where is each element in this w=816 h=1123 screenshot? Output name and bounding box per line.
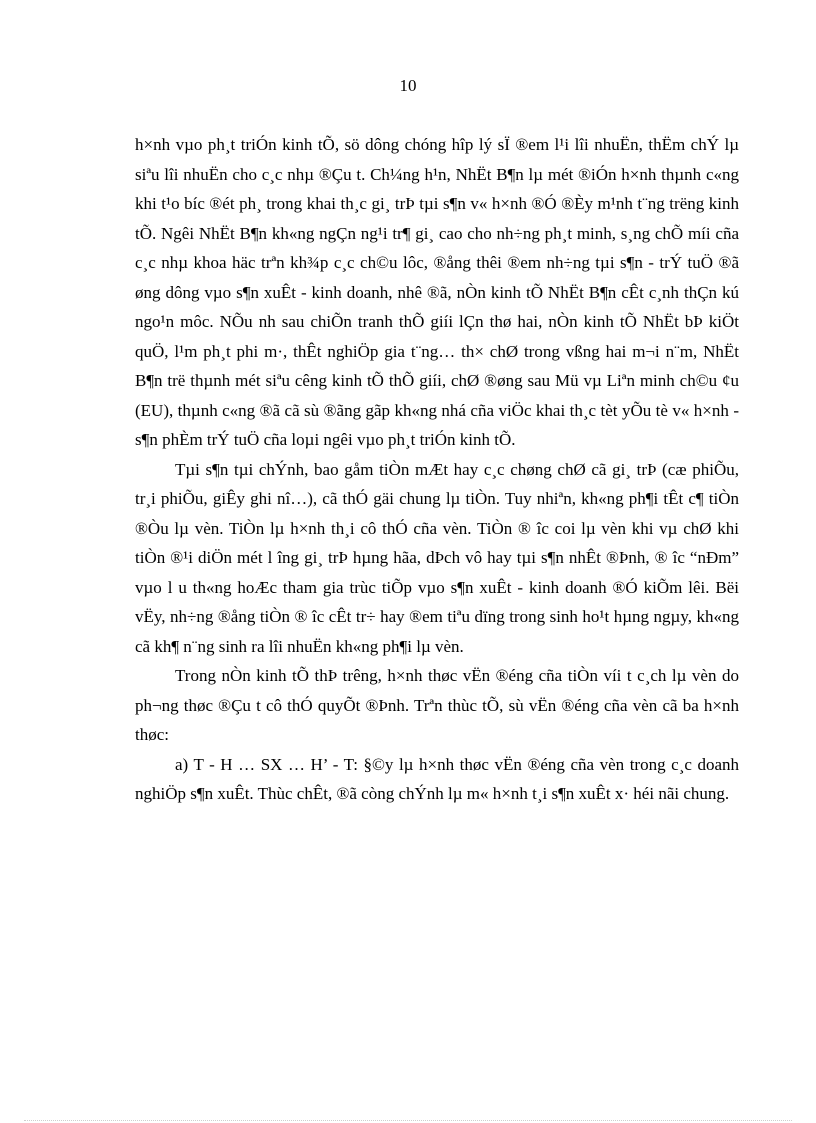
body-text (135, 130, 739, 809)
bottom-divider (24, 1120, 792, 1121)
paragraph-1: h×nh vµo ph¸t triÓn kinh tÕ, sö dông chóng hîp lý sÏ ®em l¹i lîi nhuËn, thËm chÝ lµ siªu lîi nhuËn cho c¸c nhµ ®Çu t. Ch¼ng h¹n, NhËt B¶n lµ mét ®iÓn h×nh thµnh c«ng khi t¹o bíc ®ét ph¸ trong khai th¸c gi¸ trÞ tµi s¶n v« h×nh ®Ó ®Èy m¹nh t¨ng trëng kinh tÕ. Ngêi NhËt B¶n kh«ng ngÇn ng¹i tr¶ gi¸ cao cho nh÷ng ph¸t minh, s¸ng chÕ míi cña c¸c nhµ khoa häc trªn kh¾p c¸c ch©u lôc, ®ång thêi ®em nh÷ng tµi s¶n - trÝ tuÖ ®ã øng dông vµo s¶n xuÊt - kinh doanh, nhê ®ã, nÒn kinh tÕ NhËt B¶n cÊt c¸nh thÇn kú ngo¹n môc. NÕu nh sau chiÕn tranh thÕ giíi lÇn thø hai, nÒn kinh tÕ NhËt bÞ kiÖt quÖ, l¹m ph¸t phi m·, thÊt nghiÖp gia t¨ng… th× chØ trong vßng hai m¬i n¨m, NhËt B¶n trë thµnh mét siªu cêng kinh tÕ thÕ giíi, chØ ®øng sau Mü vµ Liªn minh ch©u ¢u (EU), thµnh c«ng ®ã cã sù ®ãng gãp kh«ng nhá cña viÖc khai th¸c tèt yÕu tè v« h×nh - s¶n phÈm trÝ tuÖ cña loµi ngêi vµo ph¸t triÓn kinh tÕ. (135, 135, 739, 449)
paragraph-2: Tµi s¶n tµi chÝnh, bao gåm tiÒn mÆt hay c¸c chøng chØ cã gi¸ trÞ (cæ phiÕu, tr¸i phiÕu, giÊy ghi nî…), cã thÓ gäi chung lµ tiÒn. Tuy nhiªn, kh«ng ph¶i tÊt c¶ tiÒn ®Òu lµ vèn. TiÒn lµ h×nh th¸i cô thÓ cña vèn. TiÒn ® îc coi lµ vèn khi vµ chØ khi tiÒn ®¹i diÖn mét l îng gi¸ trÞ hµng hãa, dÞch vô hay tµi s¶n nhÊt ®Þnh, ® îc “nÐm” vµo l u th«ng hoÆc tham gia trùc tiÕp vµo s¶n xuÊt - kinh doanh ®Ó kiÕm lêi. Bëi vËy, nh÷ng ®ång tiÒn ® îc cÊt tr÷ hay ®em tiªu dïng trong sinh ho¹t hµng ngµy, kh«ng cã kh¶ n¨ng sinh ra lîi nhuËn kh«ng ph¶i lµ vèn. (135, 459, 739, 656)
paragraph-3: Trong nÒn kinh tÕ thÞ trêng, h×nh thøc vËn ®éng cña tiÒn víi t c¸ch lµ vèn do ph¬ng thøc ®Çu t cô thÓ quyÕt ®Þnh. Trªn thùc tÕ, sù vËn ®éng cña vèn cã ba h×nh thøc: (135, 666, 739, 744)
page-number: 10 (399, 76, 417, 95)
paragraph-4: a) T - H … SX … H’ - T: §©y lµ h×nh thøc vËn ®éng cña vèn trong c¸c doanh nghiÖp s¶n xuÊt. Thùc chÊt, ®ã còng chÝnh lµ m« h×nh t¸i s¶n xuÊt x· héi nãi chung. (135, 754, 739, 803)
